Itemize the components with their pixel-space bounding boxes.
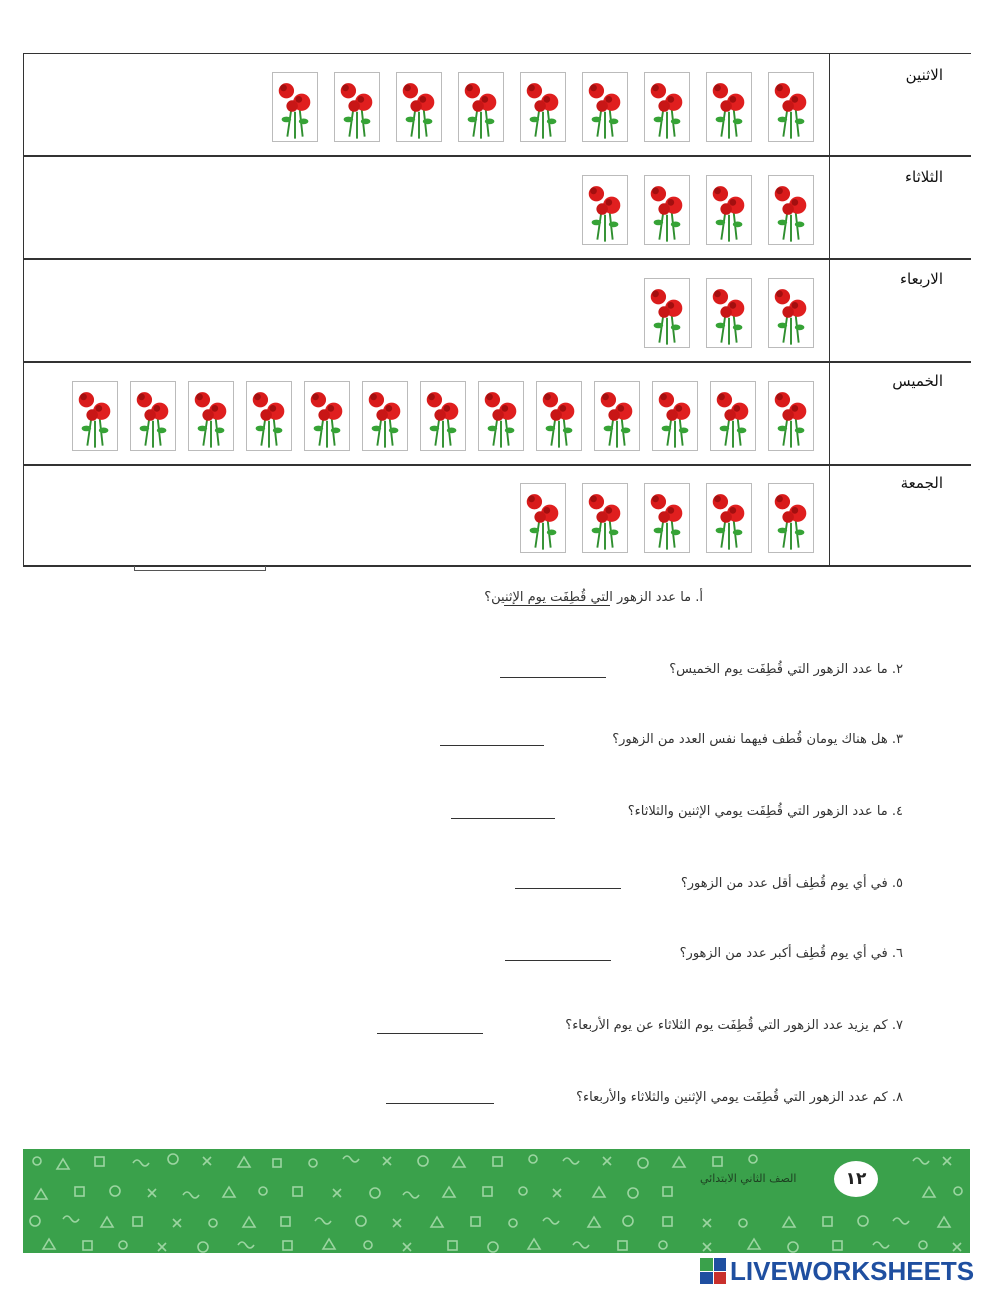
day-label-wednesday: الاربعاء	[899, 270, 943, 288]
rose-icon-monday-8	[334, 72, 380, 142]
rose-icon-wednesday-1	[768, 278, 814, 348]
question-4: ٤. ما عدد الزهور التي قُطِفَت يومي الإثنين والثلاثاء؟	[627, 804, 903, 819]
column-divider	[829, 54, 830, 567]
rose-icon-monday-2	[706, 72, 752, 142]
rose-icon-friday-4	[582, 483, 628, 553]
rose-icon-friday-2	[706, 483, 752, 553]
brand-name: LIVEWORKSHEETS	[730, 1255, 975, 1286]
rose-icon-friday-5	[520, 483, 566, 553]
rose-icon-thursday-12	[130, 381, 176, 451]
rose-icon-thursday-9	[304, 381, 350, 451]
rose-icon-thursday-10	[246, 381, 292, 451]
day-label-friday: الجمعة	[900, 474, 943, 492]
grade-label: الصف الثاني الابتدائي	[700, 1172, 797, 1185]
rose-icon-thursday-6	[478, 381, 524, 451]
rose-icon-tuesday-3	[644, 175, 690, 245]
answer-blank-8[interactable]	[386, 1103, 494, 1104]
question-7: ٧. كم يزيد عدد الزهور التي قُطِفَت يوم الثلاثاء عن يوم الأربعاء؟	[565, 1018, 903, 1033]
answer-blank-7[interactable]	[377, 1033, 483, 1034]
rose-icon-thursday-3	[652, 381, 698, 451]
answer-blank-1[interactable]	[504, 605, 610, 606]
question-6: ٦. في أي يوم قُطِف أكبر عدد من الزهور؟	[679, 946, 903, 961]
question-1: أ. ما عدد الزهور التي قُطِفَت يوم الإثنين؟	[484, 590, 703, 605]
rose-icon-monday-1	[768, 72, 814, 142]
rose-icon-thursday-7	[420, 381, 466, 451]
answer-blank-3[interactable]	[440, 745, 544, 746]
rose-icon-monday-3	[644, 72, 690, 142]
rose-icon-monday-9	[272, 72, 318, 142]
rose-icon-thursday-1	[768, 381, 814, 451]
rose-icon-tuesday-1	[768, 175, 814, 245]
pictograph-table	[23, 53, 971, 567]
rose-icon-thursday-11	[188, 381, 234, 451]
answer-blank-6[interactable]	[505, 960, 611, 961]
rose-icon-thursday-8	[362, 381, 408, 451]
question-5: ٥. في أي يوم قُطِف أقل عدد من الزهور؟	[680, 876, 903, 891]
rose-icon-thursday-4	[594, 381, 640, 451]
day-label-tuesday: الثلاثاء	[904, 168, 943, 186]
answer-blank-5[interactable]	[515, 888, 621, 889]
day-label-monday: الاثنين	[905, 66, 943, 84]
answer-blank-4[interactable]	[451, 818, 555, 819]
page-number: ١٢	[834, 1161, 878, 1197]
rose-icon-tuesday-4	[582, 175, 628, 245]
question-8: ٨. كم عدد الزهور التي قُطِفَت يومي الإثنين والثلاثاء والأربعاء؟	[576, 1090, 903, 1105]
rose-icon-friday-1	[768, 483, 814, 553]
question-2: ٢. ما عدد الزهور التي قُطِفَت يوم الخميس؟	[669, 662, 903, 677]
rose-icon-tuesday-2	[706, 175, 752, 245]
day-label-thursday: الخميس	[892, 372, 943, 390]
rose-icon-monday-5	[520, 72, 566, 142]
rose-icon-monday-7	[396, 72, 442, 142]
rose-icon-thursday-13	[72, 381, 118, 451]
decorative-bracket	[134, 566, 266, 571]
liveworksheets-brand	[700, 1254, 974, 1288]
answer-blank-2[interactable]	[500, 677, 606, 678]
rose-icon-friday-3	[644, 483, 690, 553]
liveworksheets-logo-icon	[700, 1258, 726, 1284]
footer-pattern	[23, 1149, 970, 1253]
rose-icon-thursday-5	[536, 381, 582, 451]
footer-banner	[23, 1149, 970, 1253]
rose-icon-thursday-2	[710, 381, 756, 451]
rose-icon-monday-4	[582, 72, 628, 142]
rose-icon-wednesday-2	[706, 278, 752, 348]
rose-icon-monday-6	[458, 72, 504, 142]
rose-icon-wednesday-3	[644, 278, 690, 348]
question-3: ٣. هل هناك يومان قُطف فيهما نفس العدد من الزهور؟	[612, 732, 903, 747]
